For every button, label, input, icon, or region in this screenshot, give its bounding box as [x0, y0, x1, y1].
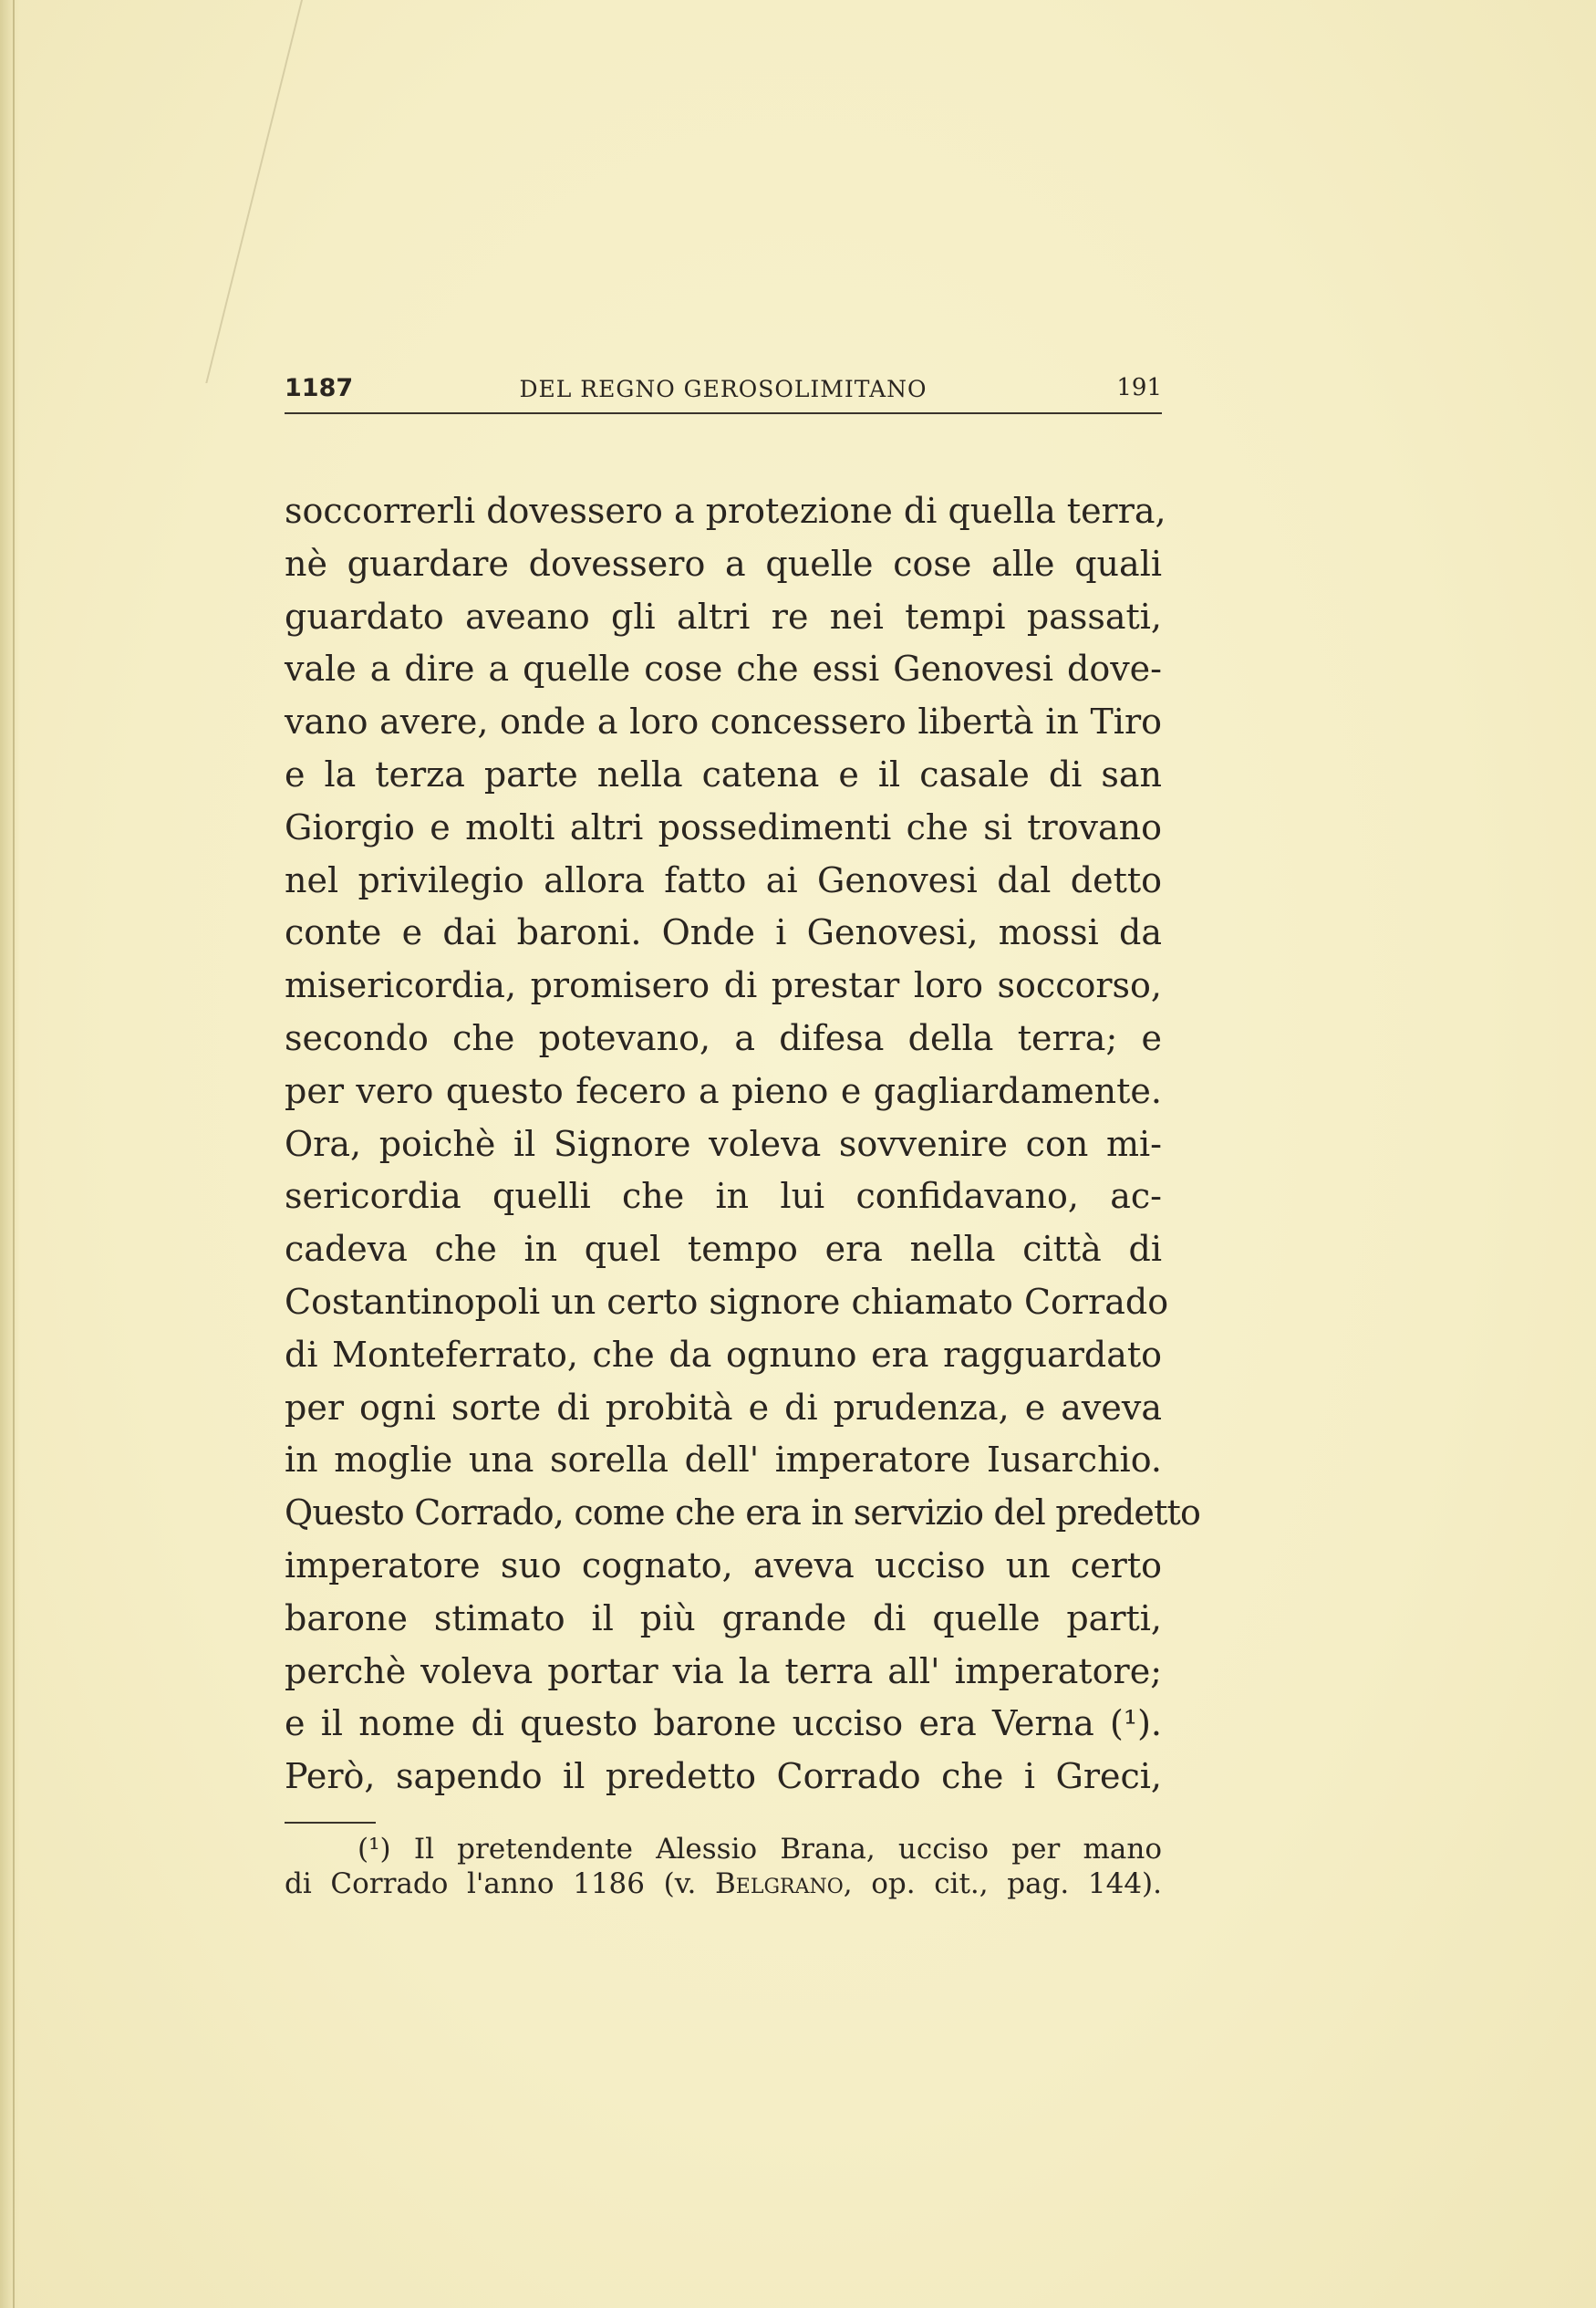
text-line: per vero questo fecero a pieno e gagliardamente. [285, 1070, 1162, 1111]
text-line: imperatore suo cognato, aveva ucciso un certo [285, 1544, 1162, 1585]
text-line-with-footnote-ref [285, 1698, 1162, 1751]
body-text [285, 485, 1201, 1804]
footnote-marker: (¹) [358, 1833, 391, 1866]
text-line: Ora, poichè il Signore voleva sovvenire con mi- [285, 1123, 1162, 1164]
text-line: Giorgio e molti altri possedimenti che si trovano [285, 806, 1162, 847]
binding-stitch-line [13, 0, 15, 2308]
text-line: per ogni sorte di probità e di prudenza, e aveva [285, 1387, 1162, 1428]
text-line: cadeva che in quel tempo era nella città di [285, 1229, 1162, 1270]
text-line: barone stimato il più grande di quelle parti, [285, 1597, 1162, 1638]
binding-edge [0, 0, 20, 2308]
text-line: perchè voleva portar via la terra all' imperatore; [285, 1650, 1162, 1691]
footnote-text: Il pretendente Alessio Brana, ucciso per mano [413, 1833, 1163, 1866]
footnote-author: Belgrano [715, 1867, 844, 1900]
footnote [285, 1832, 1162, 1901]
footnote-reference: (¹). [1110, 1703, 1162, 1744]
text-line: conte e dai baroni. Onde i Genovesi, mossi da [285, 912, 1162, 953]
text-line: Questo Corrado, come che era in servizio del predetto [285, 1492, 1201, 1533]
page-number: 191 [1116, 374, 1162, 401]
text-line-part: e il nome di questo barone ucciso era Verna [285, 1703, 1094, 1744]
text-line: vale a dire a quelle cose che essi Genovesi dove- [285, 649, 1162, 690]
text-line: in moglie una sorella dell' imperatore Iusarchio. [285, 1440, 1162, 1481]
text-line: nè guardare dovessero a quelle cose alle quali [285, 543, 1162, 584]
text-line: di Monteferrato, che da ognuno era ragguardato [285, 1334, 1162, 1375]
text-line: misericordia, promisero di prestar loro soccorso, [285, 965, 1162, 1006]
text-line: vano avere, onde a loro concessero libertà in Tiro [285, 702, 1162, 743]
header-year: 1187 [285, 374, 354, 402]
paper-fold-crease [59, 0, 303, 383]
text-line: secondo che potevano, a difesa della terra; e [285, 1017, 1162, 1058]
header-title: DEL REGNO GEROSOLIMITANO [519, 376, 928, 402]
text-line: guardato aveano gli altri re nei tempi passati, [285, 596, 1162, 637]
text-line: sericordia quelli che in lui confidavano, ac- [285, 1176, 1162, 1217]
text-line: Però, sapendo il predetto Corrado che i Greci, [285, 1756, 1162, 1797]
text-line: Costantinopoli un certo signore chiamato Corrado [285, 1281, 1169, 1322]
footnote-line [285, 1866, 1162, 1901]
footnote-line [285, 1832, 1162, 1866]
footnote-separator [285, 1822, 376, 1824]
footnote-text: di Corrado l'anno 1186 (v. [285, 1867, 697, 1900]
text-line: e la terza parte nella catena e il casale di san [285, 754, 1162, 795]
text-line: nel privilegio allora fatto ai Genovesi dal detto [285, 859, 1162, 900]
text-line: soccorrerli dovessero a protezione di quella terra, [285, 491, 1166, 531]
running-header [285, 367, 1162, 414]
footnote-text: , op. cit., pag. 144). [843, 1867, 1162, 1900]
